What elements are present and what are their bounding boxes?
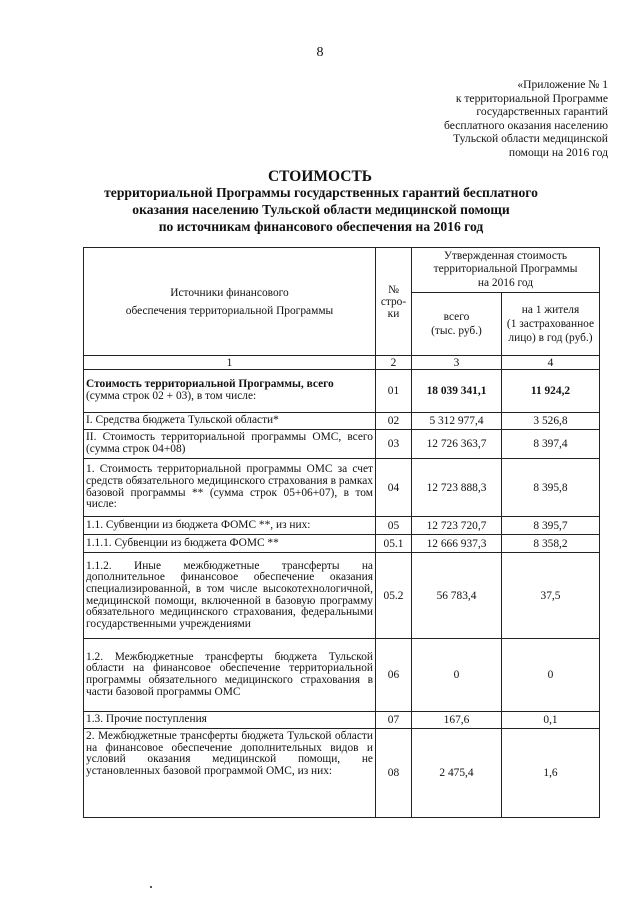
- page-number: 8: [316, 45, 324, 60]
- table-row: [84, 413, 600, 430]
- row-per-capita: 11 924,2: [502, 370, 600, 413]
- row-per-capita: 1,6: [502, 729, 600, 818]
- appendix-line: Тульской области медицинской: [453, 132, 608, 146]
- table-row: [84, 517, 600, 535]
- table-row: [84, 430, 600, 459]
- row-name: 1. Стоимость территориальной программы ОМС за счет средств обязательного медицинского страхования в рамках базовой программы ** (сумма строк 05+06+07), в том числе:: [84, 459, 376, 517]
- header-per-capita-line: на 1 жителя: [521, 304, 580, 316]
- row-total: 56 783,4: [412, 553, 502, 639]
- header-source-line: Источники финансового: [170, 286, 289, 299]
- appendix-line: помощи на 2016 год: [508, 145, 608, 159]
- row-per-capita: 8 395,8: [502, 459, 600, 517]
- row-total: 12 723 720,7: [412, 517, 502, 535]
- table-row: [84, 553, 600, 639]
- row-per-capita: 37,5: [502, 553, 600, 639]
- appendix-line: «Приложение № 1: [517, 78, 608, 91]
- appendix-line: бесплатного оказания населению: [444, 118, 608, 132]
- document-title: СТОИМОСТЬ: [267, 168, 373, 185]
- row-code: 03: [376, 430, 412, 459]
- header-total-line: (тыс. руб.): [431, 325, 482, 337]
- row-name: 1.1.1. Субвенции из бюджета ФОМС **: [84, 535, 376, 553]
- cost-table: [83, 247, 600, 818]
- header-source: [84, 248, 376, 356]
- row-per-capita: 0: [502, 639, 600, 712]
- row-name: 1.3. Прочие поступления: [84, 712, 376, 729]
- header-row-number-line: ки: [387, 307, 400, 320]
- header-per-capita-line: (1 застрахованное: [506, 318, 595, 330]
- row-code: 05.1: [376, 535, 412, 553]
- row-code: 08: [376, 729, 412, 818]
- header-approved-cost: [412, 248, 600, 293]
- row-code: 01: [376, 370, 412, 413]
- row-total: 12 666 937,3: [412, 535, 502, 553]
- subtitle-line: оказания населению Тульской области медицинской помощи: [132, 202, 510, 218]
- row-per-capita: 8 395,7: [502, 517, 600, 535]
- row-name-rest: (сумма строк 02 + 03), в том числе:: [86, 390, 257, 402]
- header-total-line: всего: [443, 311, 470, 323]
- header-total: [412, 293, 502, 356]
- header-row-number: [376, 248, 412, 356]
- row-total: 0: [412, 639, 502, 712]
- column-number: 1: [84, 356, 376, 370]
- row-name: I. Средства бюджета Тульской области*: [84, 413, 376, 430]
- header-per-capita: [502, 293, 600, 356]
- table-row: [84, 535, 600, 553]
- row-total: 12 723 888,3: [412, 459, 502, 517]
- row-name: 2. Межбюджетные трансферты бюджета Тульской области на финансовое обеспечение дополнительных видов и условий оказания медицинской помощи, не установленных базовой программой ОМС, из них:: [84, 729, 376, 818]
- row-total: 2 475,4: [412, 729, 502, 818]
- row-code: 06: [376, 639, 412, 712]
- row-name: II. Стоимость территориальной программы ОМС, всего (сумма строк 04+08): [84, 430, 376, 459]
- row-name: 1.1.2. Иные межбюджетные трансферты на дополнительное финансовое обеспечение оказания специализированной, в том числе высокотехнологичной, медицинской помощи, включенной в базовую программу обязательного медицинского страхования, федеральными государственными учреждениями: [84, 553, 376, 639]
- appendix-line: к территориальной Программе: [455, 91, 608, 105]
- row-name: [84, 370, 376, 413]
- row-code: 04: [376, 459, 412, 517]
- row-per-capita: 0,1: [502, 712, 600, 729]
- table-row: [84, 370, 600, 413]
- row-code: 05: [376, 517, 412, 535]
- row-total: 5 312 977,4: [412, 413, 502, 430]
- header-row-number-line: стро-: [380, 295, 407, 308]
- row-name-bold: Стоимость территориальной Программы, всего: [86, 378, 334, 391]
- header-row-number-line: №: [388, 283, 399, 296]
- header-approved-line: Утвержденная стоимость: [443, 249, 568, 262]
- column-number: 2: [376, 356, 412, 370]
- document-subtitle: [86, 184, 556, 236]
- row-name: 1.2. Межбюджетные трансферты бюджета Тульской области на финансовое обеспечение территориальной программы обязательного медицинского страхования в части базовой программы ОМС: [84, 639, 376, 712]
- appendix-note: [390, 78, 608, 160]
- header-approved-line: территориальной Программы: [433, 263, 578, 276]
- row-code: 02: [376, 413, 412, 430]
- header-per-capita-line: лицо) в год (руб.): [508, 332, 593, 344]
- column-number: 4: [502, 356, 600, 370]
- header-source-line: обеспечения территориальной Программы: [125, 304, 334, 317]
- row-code: 07: [376, 712, 412, 729]
- table-row: [84, 639, 600, 712]
- row-name: 1.1. Субвенции из бюджета ФОМС **, из них:: [84, 517, 376, 535]
- row-total: 167,6: [412, 712, 502, 729]
- table-row: [84, 712, 600, 729]
- table-row: [84, 459, 600, 517]
- scan-speck: [150, 886, 152, 888]
- row-per-capita: 8 358,2: [502, 535, 600, 553]
- table-row: [84, 729, 600, 818]
- header-approved-line: на 2016 год: [477, 276, 534, 289]
- row-per-capita: 8 397,4: [502, 430, 600, 459]
- row-per-capita: 3 526,8: [502, 413, 600, 430]
- subtitle-line: по источникам финансового обеспечения на 2016 год: [158, 219, 484, 235]
- subtitle-line: территориальной Программы государственных гарантий бесплатного: [104, 185, 538, 200]
- row-total: 12 726 363,7: [412, 430, 502, 459]
- appendix-line: государственных гарантий: [476, 105, 608, 119]
- row-total: 18 039 341,1: [412, 370, 502, 413]
- column-number-row: [84, 356, 600, 370]
- column-number: 3: [412, 356, 502, 370]
- row-code: 05.2: [376, 553, 412, 639]
